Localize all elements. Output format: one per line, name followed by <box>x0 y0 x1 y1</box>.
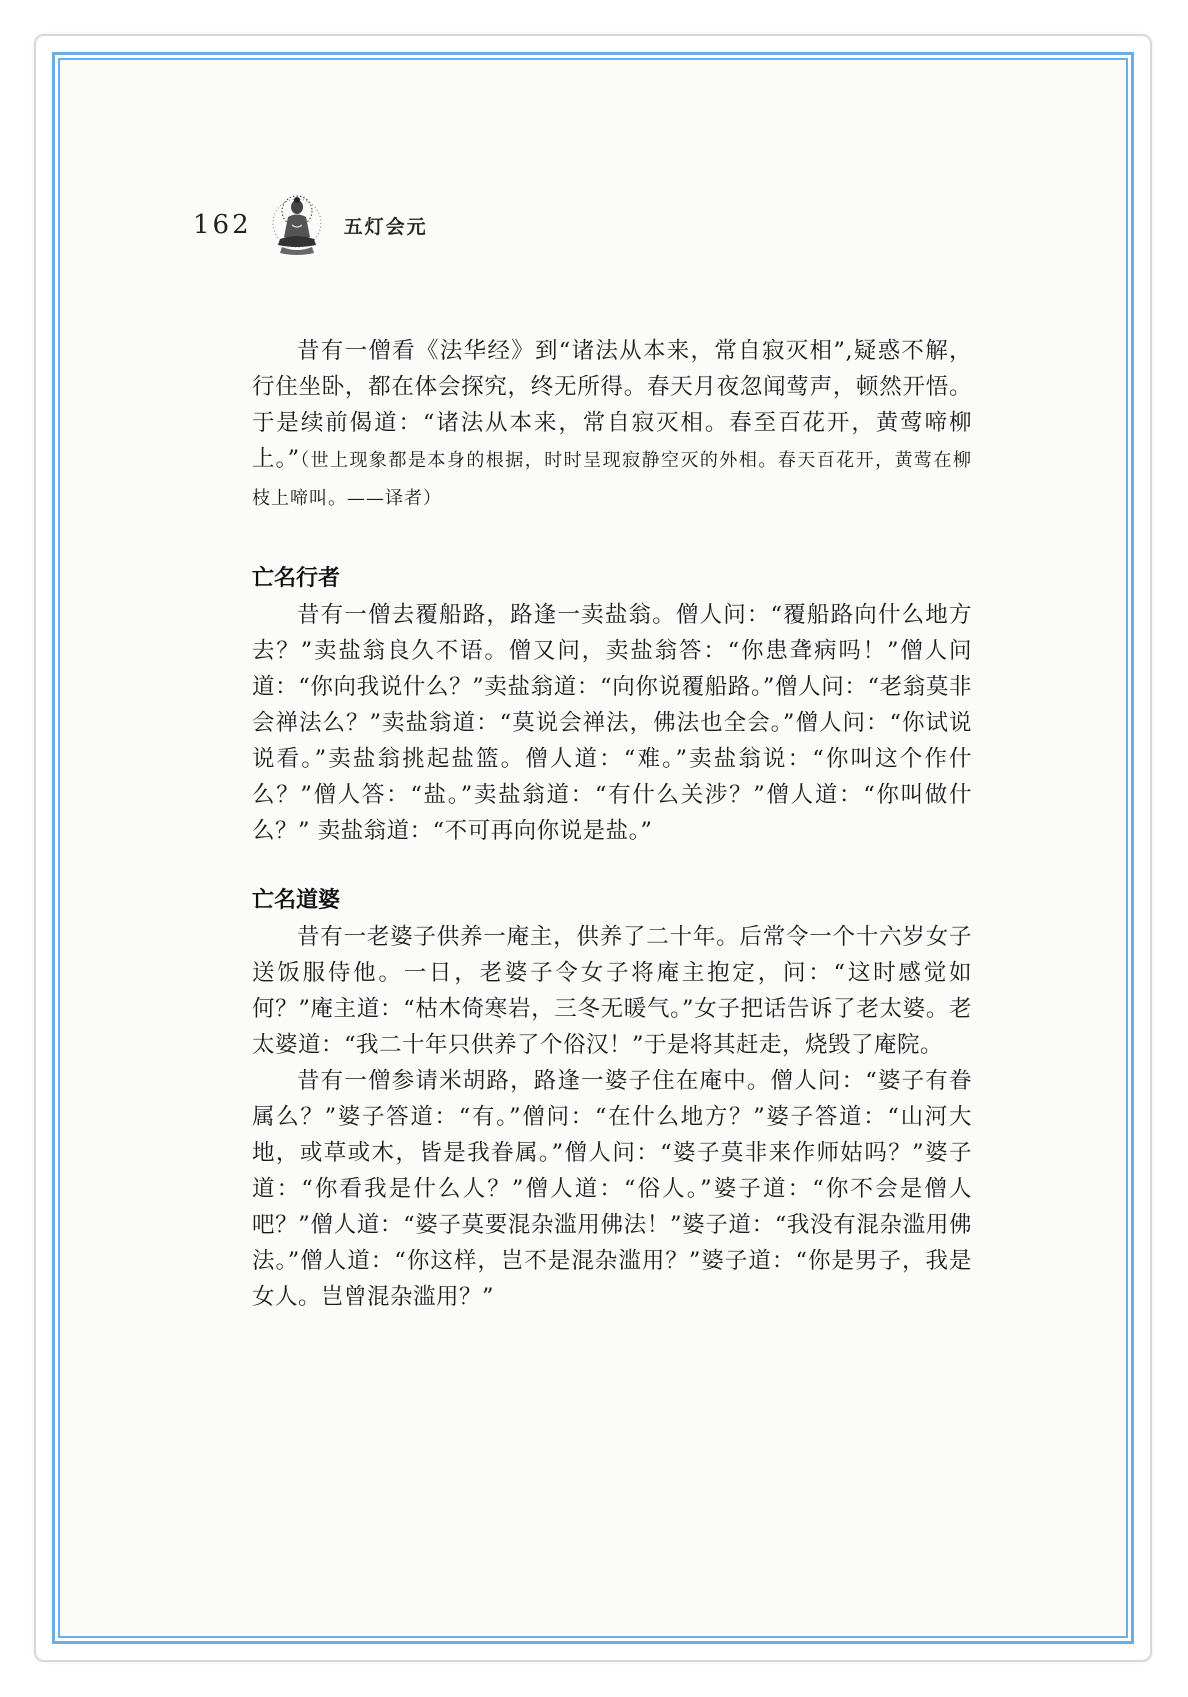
section-paragraph: 昔有一僧参请米胡路，路逢一婆子住在庵中。僧人问：“婆子有眷属么？”婆子答道：“有。”僧问：“在什么地方？”婆子答道：“山河大地，或草或木，皆是我眷属。”僧人问：“婆子莫非来作师姑吗？”婆子道：“你看我是什么人？”僧人道：“俗人。”婆子道：“你不会是僧人吧？”僧人道：“婆子莫要混杂滥用佛法！”婆子道：“我没有混杂滥用佛法。”僧人道：“你这样，岂不是混杂滥用？”婆子道：“你是男子，我是女人。岂曾混杂滥用？” <box>252 1068 972 1310</box>
section-paragraph: 昔有一老婆子供养一庵主，供养了二十年。后常令一个十六岁女子送饭服侍他。一日，老婆子令女子将庵主抱定，问：“这时感觉如何？”庵主道：“枯木倚寒岩，三冬无暖气。”女子把话告诉了老太婆。老太婆道：“我二十年只供养了个俗汉！”于是将其赶走，烧毁了庵院。 <box>252 924 972 1058</box>
translator-note: （世上现象都是本身的根据，时时呈现寂静空灭的外相。春天百花开，黄莺在柳枝上啼叫。——译者） <box>252 450 972 509</box>
intro-paragraph <box>252 333 972 517</box>
page-number: 162 <box>193 210 252 240</box>
running-title: 五灯会元 <box>343 215 428 238</box>
section-gap <box>252 849 972 883</box>
section-title-wangming-daopo: 亡名道婆 <box>252 888 341 913</box>
page-body <box>252 333 972 1315</box>
section-title-wangming-xingzhe: 亡名行者 <box>252 566 341 591</box>
section-gap <box>252 517 972 561</box>
buddha-icon <box>270 193 324 257</box>
section-paragraph: 昔有一僧去覆船路，路逢一卖盐翁。僧人问：“覆船路向什么地方去？”卖盐翁良久不语。僧又问，卖盐翁答：“你患聋病吗！”僧人问道：“你向我说什么？”卖盐翁道：“向你说覆船路。”僧人问：“老翁莫非会禅法么？”卖盐翁道：“莫说会禅法，佛法也全会。”僧人问：“你试说说看。”卖盐翁挑起盐篮。僧人道：“难。”卖盐翁说：“你叫这个作什么？”僧人答：“盐。”卖盐翁道：“有什么关涉？”僧人道：“你叫做什么？” 卖盐翁道：“不可再向你说是盐。” <box>252 602 972 844</box>
intro-text: 昔有一僧看《法华经》到“诸法从本来，常自寂灭相”,疑惑不解，行住坐卧，都在体会探究，终无所得。春天月夜忽闻莺声，顿然开悟。于是续前偈道：“诸法从本来，常自寂灭相。春至百花开，黄莺啼柳上。” <box>252 338 972 472</box>
page-header <box>193 190 428 260</box>
